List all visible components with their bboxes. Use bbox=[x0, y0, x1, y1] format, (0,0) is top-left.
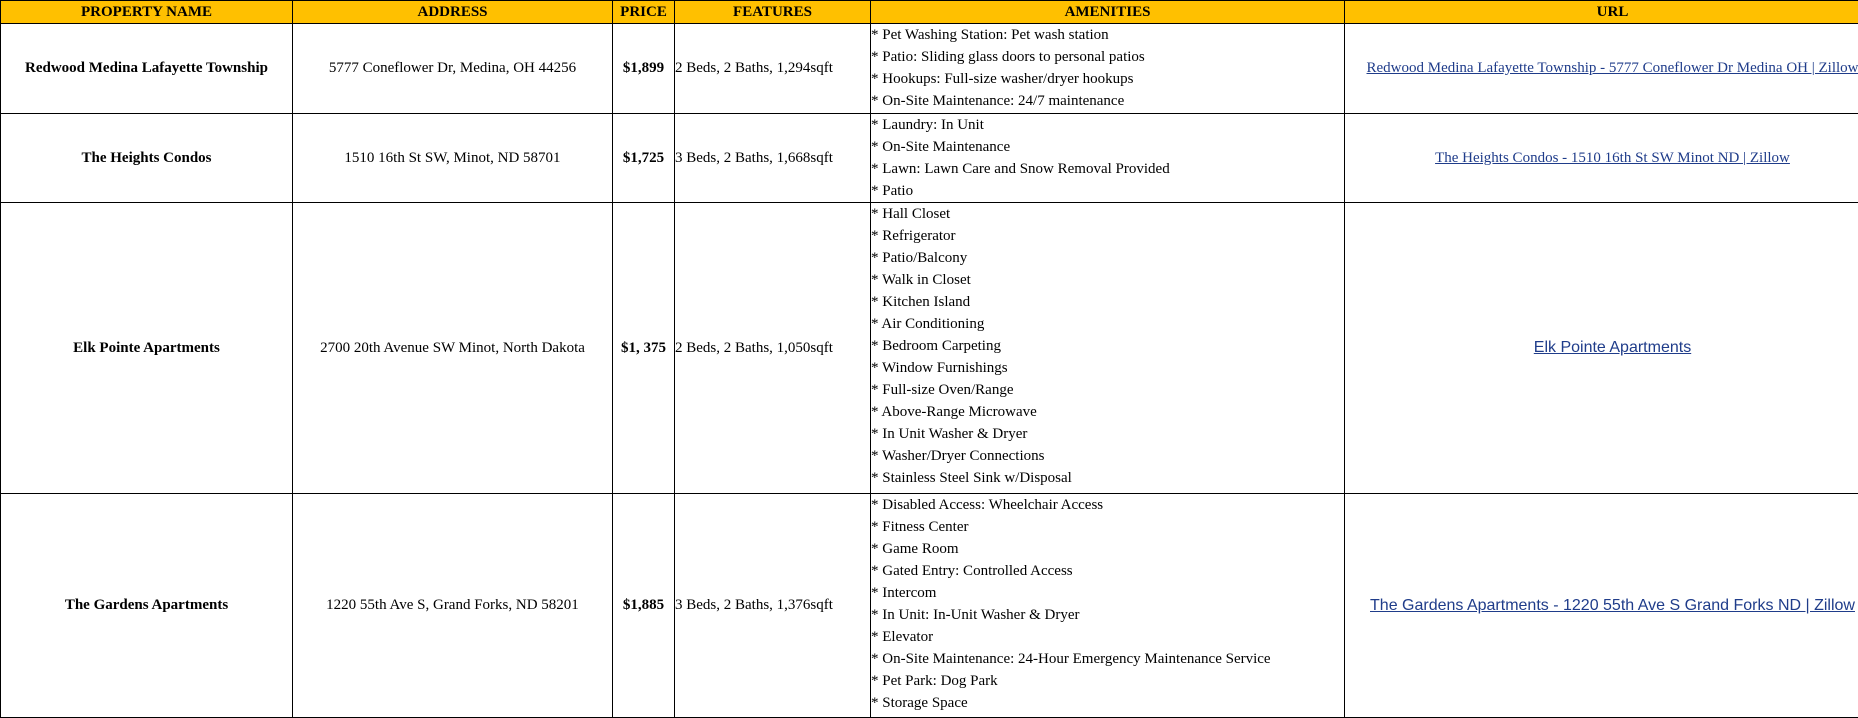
listing-link[interactable]: Elk Pointe Apartments bbox=[1534, 339, 1691, 356]
features-cell[interactable]: 3 Beds, 2 Baths, 1,376sqft bbox=[675, 494, 871, 718]
amenity-item: * Full-size Oven/Range bbox=[871, 379, 1344, 401]
amenity-item: * On-Site Maintenance: 24/7 maintenance bbox=[871, 90, 1344, 112]
amenities-cell[interactable] bbox=[871, 114, 1345, 203]
amenity-item: * Game Room bbox=[871, 538, 1344, 560]
header-property-name[interactable]: PROPERTY NAME bbox=[1, 1, 293, 24]
table-row bbox=[1, 24, 1858, 114]
address-cell[interactable]: 1510 16th St SW, Minot, ND 58701 bbox=[293, 114, 613, 203]
amenity-item: * Lawn: Lawn Care and Snow Removal Provided bbox=[871, 158, 1344, 180]
amenity-item: * Patio: Sliding glass doors to personal patios bbox=[871, 46, 1344, 68]
address-cell[interactable]: 1220 55th Ave S, Grand Forks, ND 58201 bbox=[293, 494, 613, 718]
url-cell[interactable] bbox=[1345, 114, 1858, 203]
amenity-item: * Pet Park: Dog Park bbox=[871, 670, 1344, 692]
property-name-cell[interactable]: Elk Pointe Apartments bbox=[1, 203, 293, 494]
amenity-item: * Intercom bbox=[871, 582, 1344, 604]
amenity-item: * Patio bbox=[871, 180, 1344, 202]
header-row bbox=[1, 1, 1858, 24]
amenity-item: * Storage Space bbox=[871, 692, 1344, 714]
features-cell[interactable]: 2 Beds, 2 Baths, 1,294sqft bbox=[675, 24, 871, 114]
amenities-cell[interactable] bbox=[871, 203, 1345, 494]
amenity-item: * Laundry: In Unit bbox=[871, 114, 1344, 136]
amenity-item: * Refrigerator bbox=[871, 225, 1344, 247]
amenity-item: * Hookups: Full-size washer/dryer hookups bbox=[871, 68, 1344, 90]
amenity-item: * Elevator bbox=[871, 626, 1344, 648]
table-row bbox=[1, 114, 1858, 203]
amenity-item: * Gated Entry: Controlled Access bbox=[871, 560, 1344, 582]
amenity-item: * On-Site Maintenance bbox=[871, 136, 1344, 158]
amenities-list bbox=[871, 203, 1344, 489]
amenities-cell[interactable] bbox=[871, 494, 1345, 718]
features-cell[interactable]: 2 Beds, 2 Baths, 1,050sqft bbox=[675, 203, 871, 494]
amenity-item: * Air Conditioning bbox=[871, 313, 1344, 335]
amenity-item: * Window Furnishings bbox=[871, 357, 1344, 379]
price-cell[interactable]: $1,725 bbox=[613, 114, 675, 203]
url-cell[interactable] bbox=[1345, 494, 1858, 718]
amenity-item: * Above-Range Microwave bbox=[871, 401, 1344, 423]
listing-link[interactable]: The Gardens Apartments - 1220 55th Ave S Grand Forks ND | Zillow bbox=[1370, 597, 1855, 614]
property-name-cell[interactable]: The Gardens Apartments bbox=[1, 494, 293, 718]
url-cell[interactable] bbox=[1345, 203, 1858, 494]
amenities-list bbox=[871, 24, 1344, 112]
table-row bbox=[1, 494, 1858, 718]
amenity-item: * On-Site Maintenance: 24-Hour Emergency Maintenance Service bbox=[871, 648, 1344, 670]
amenity-item: * In Unit Washer & Dryer bbox=[871, 423, 1344, 445]
amenity-item: * Bedroom Carpeting bbox=[871, 335, 1344, 357]
price-cell[interactable]: $1, 375 bbox=[613, 203, 675, 494]
amenity-item: * Kitchen Island bbox=[871, 291, 1344, 313]
amenities-list bbox=[871, 494, 1344, 714]
address-cell[interactable]: 5777 Coneflower Dr, Medina, OH 44256 bbox=[293, 24, 613, 114]
amenity-item: * In Unit: In-Unit Washer & Dryer bbox=[871, 604, 1344, 626]
table-row bbox=[1, 203, 1858, 494]
property-name-cell[interactable]: The Heights Condos bbox=[1, 114, 293, 203]
features-cell[interactable]: 3 Beds, 2 Baths, 1,668sqft bbox=[675, 114, 871, 203]
address-cell[interactable]: 2700 20th Avenue SW Minot, North Dakota bbox=[293, 203, 613, 494]
header-address[interactable]: ADDRESS bbox=[293, 1, 613, 24]
header-amenities[interactable]: AMENITIES bbox=[871, 1, 1345, 24]
amenity-item: * Disabled Access: Wheelchair Access bbox=[871, 494, 1344, 516]
amenity-item: * Pet Washing Station: Pet wash station bbox=[871, 24, 1344, 46]
amenity-item: * Hall Closet bbox=[871, 203, 1344, 225]
listing-link[interactable]: The Heights Condos - 1510 16th St SW Minot ND | Zillow bbox=[1435, 150, 1790, 166]
header-url[interactable]: URL bbox=[1345, 1, 1858, 24]
header-features[interactable]: FEATURES bbox=[675, 1, 871, 24]
amenity-item: * Fitness Center bbox=[871, 516, 1344, 538]
listing-link[interactable]: Redwood Medina Lafayette Township - 5777 Coneflower Dr Medina OH | Zillow bbox=[1367, 60, 1858, 76]
price-cell[interactable]: $1,885 bbox=[613, 494, 675, 718]
price-cell[interactable]: $1,899 bbox=[613, 24, 675, 114]
amenity-item: * Walk in Closet bbox=[871, 269, 1344, 291]
header-price[interactable]: PRICE bbox=[613, 1, 675, 24]
amenity-item: * Washer/Dryer Connections bbox=[871, 445, 1344, 467]
amenities-list bbox=[871, 114, 1344, 202]
property-name-cell[interactable]: Redwood Medina Lafayette Township bbox=[1, 24, 293, 114]
amenities-cell[interactable] bbox=[871, 24, 1345, 114]
amenity-item: * Patio/Balcony bbox=[871, 247, 1344, 269]
url-cell[interactable] bbox=[1345, 24, 1858, 114]
amenity-item: * Stainless Steel Sink w/Disposal bbox=[871, 467, 1344, 489]
